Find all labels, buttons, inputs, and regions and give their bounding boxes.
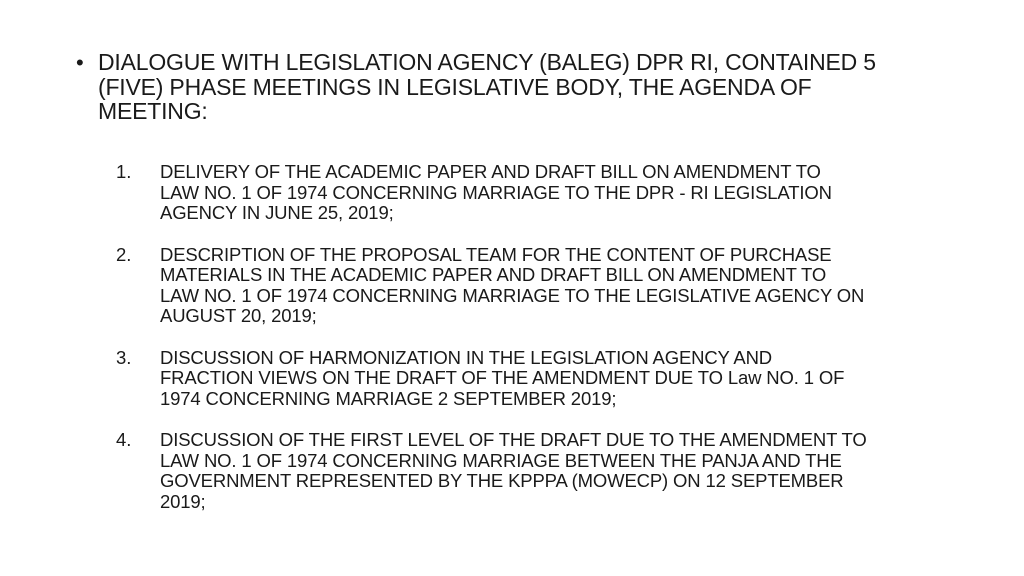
item-text: DELIVERY OF THE ACADEMIC PAPER AND DRAFT BILL ON AMENDMENT TO LAW NO. 1 OF 1974 CONCERNING MARRIAGE TO THE DPR - RI LEGISLATION AGENCY IN JUNE 25, 2019; bbox=[160, 161, 832, 223]
item-text: DISCUSSION OF HARMONIZATION IN THE LEGISLATION AGENCY AND FRACTION VIEWS ON THE DRAFT OF THE AMENDMENT DUE TO Law NO. 1 OF 1974 CONCERNING MARRIAGE 2 SEPTEMBER 2019; bbox=[160, 346, 845, 409]
item-text: DESCRIPTION OF THE PROPOSAL TEAM FOR THE CONTENT OF PURCHASE MATERIALS IN THE ACADEMIC PAPER AND DRAFT BILL ON AMENDMENT TO LAW NO. 1 OF 1974 CONCERNING MARRIAGE TO THE LEGISLATIVE AGENCY ON AUGUST 20, 2019; bbox=[160, 243, 865, 326]
item-number: 1. bbox=[116, 161, 132, 182]
list-item bbox=[116, 245, 956, 327]
list-item bbox=[116, 348, 956, 410]
intro-bullet bbox=[76, 50, 956, 124]
item-number: 4. bbox=[116, 429, 132, 450]
item-number: 3. bbox=[116, 346, 132, 368]
intro-text: DIALOGUE WITH LEGISLATION AGENCY (BALEG) DPR RI, CONTAINED 5 (FIVE) PHASE MEETINGS IN LEGISLATIVE BODY, THE AGENDA OF MEETING: bbox=[98, 49, 876, 124]
list-item bbox=[116, 430, 956, 512]
agenda-list bbox=[116, 162, 956, 533]
item-text: DISCUSSION OF THE FIRST LEVEL OF THE DRAFT DUE TO THE AMENDMENT TO LAW NO. 1 OF 1974 CONCERNING MARRIAGE BETWEEN THE PANJA AND THE GOVERNMENT REPRESENTED BY THE KPPPA (MOWECP) ON 12 SEPTEMBER 2019; bbox=[160, 429, 867, 512]
list-item bbox=[116, 162, 956, 224]
item-number: 2. bbox=[116, 243, 132, 265]
bullet-dot-icon: • bbox=[76, 50, 84, 75]
